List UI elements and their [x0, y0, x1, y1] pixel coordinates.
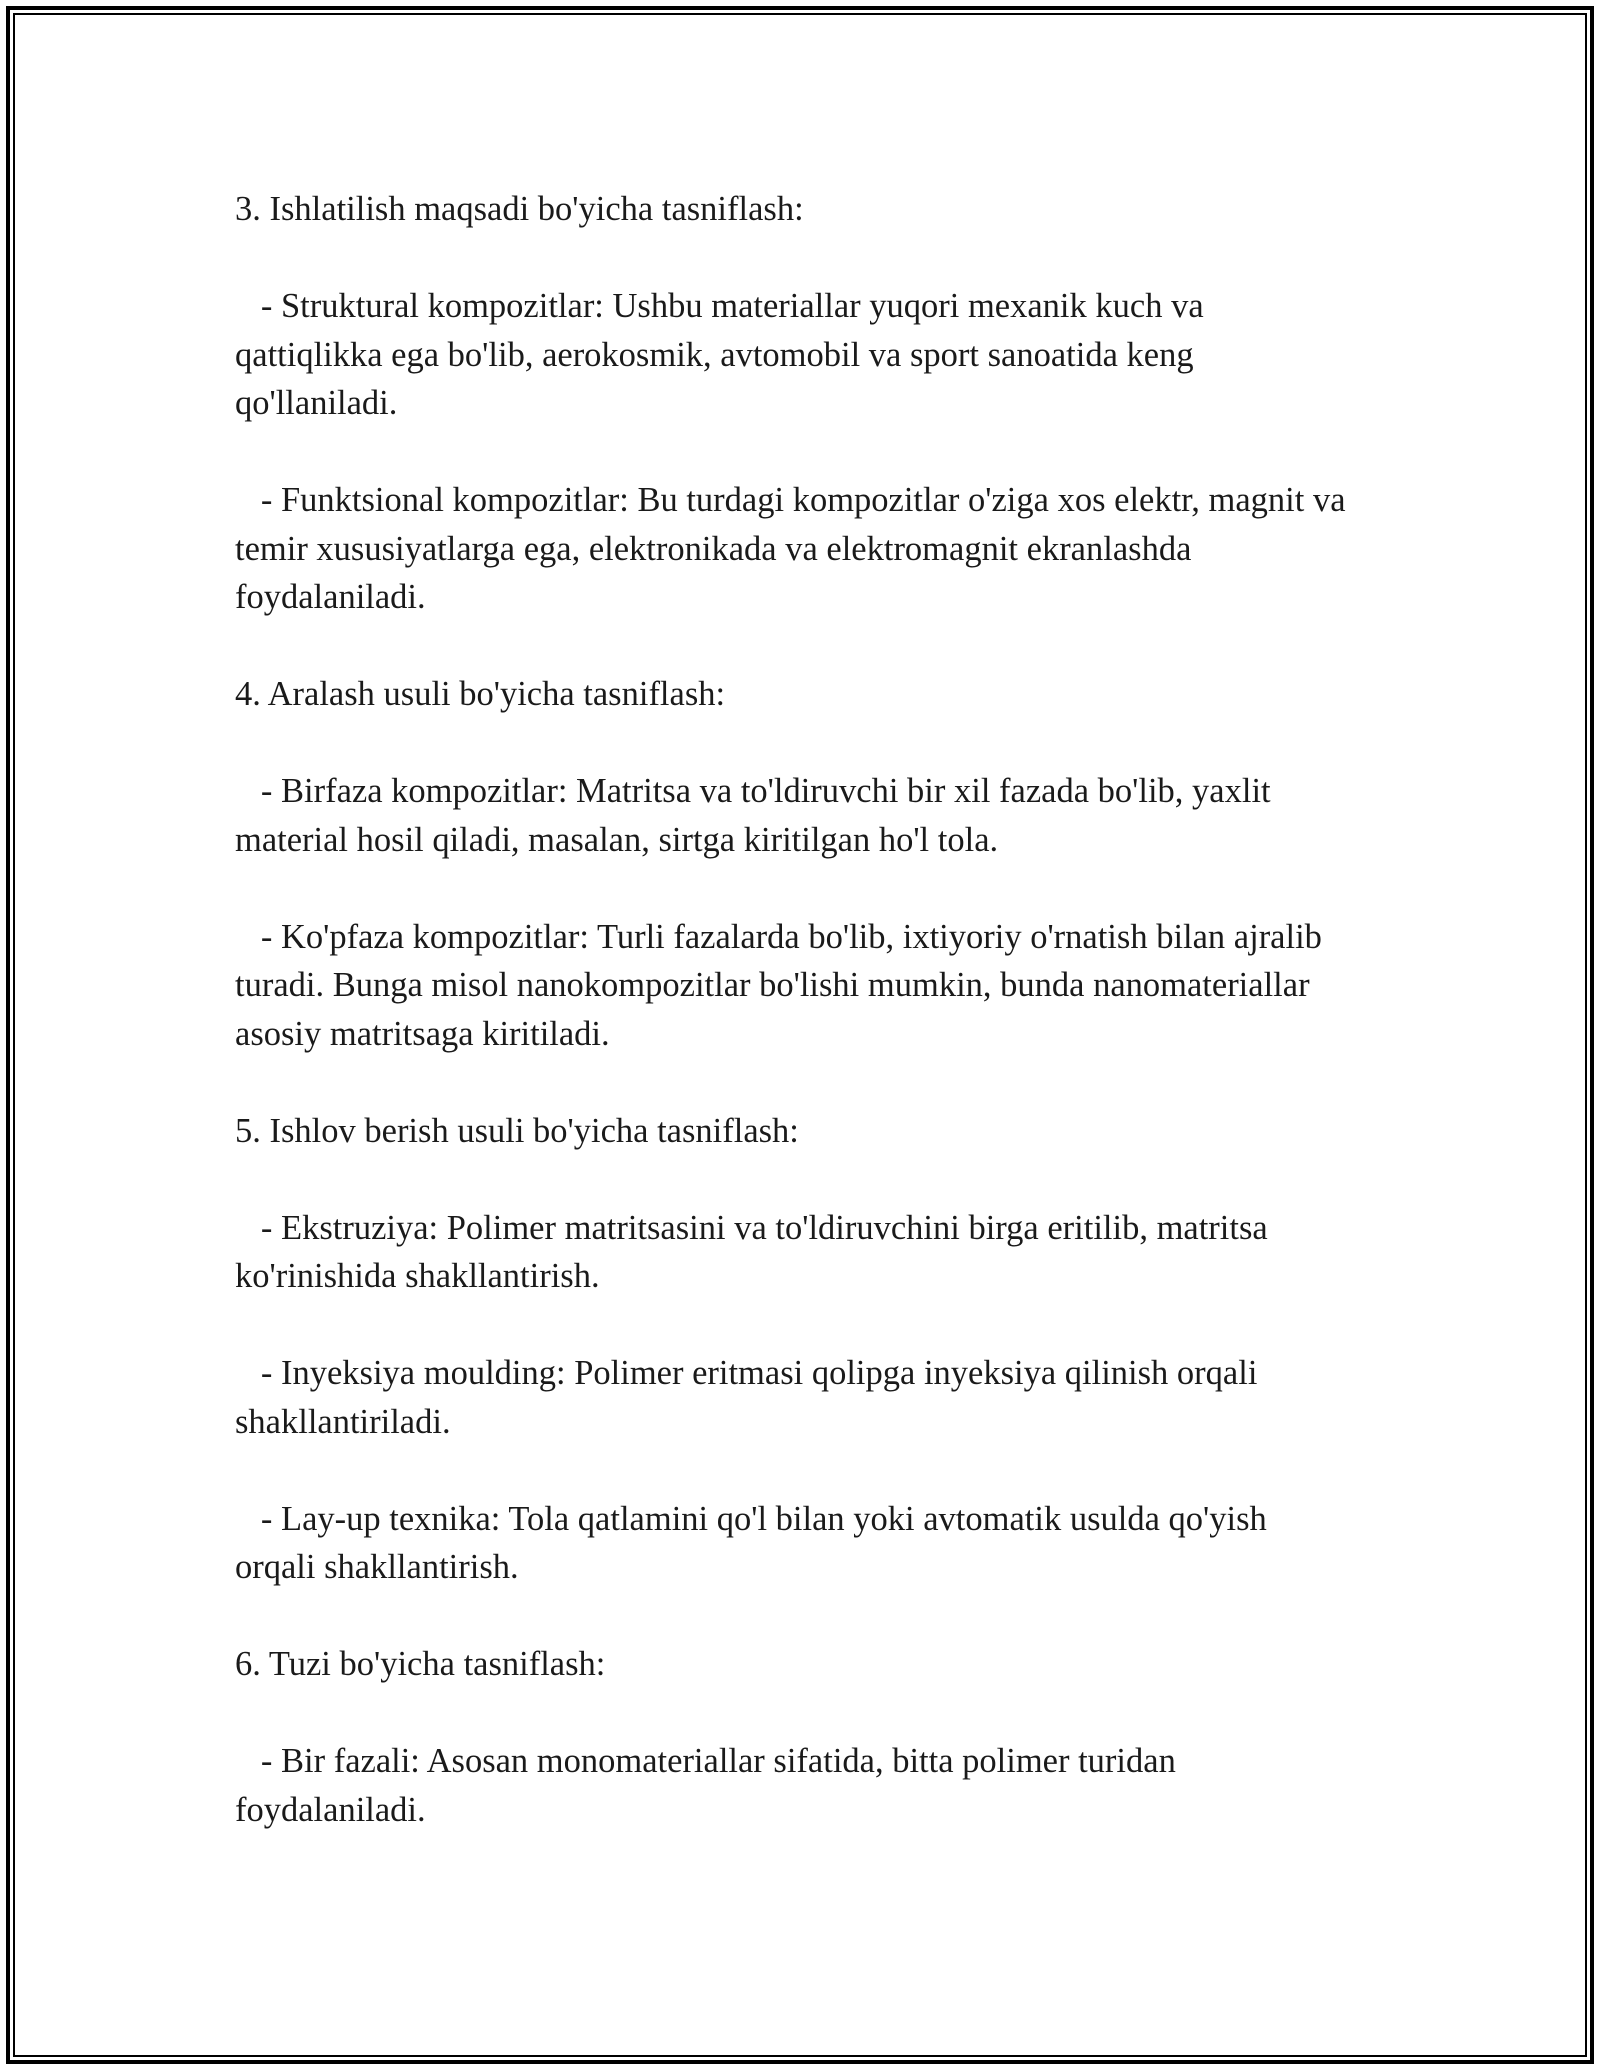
section-heading: 6. Tuzi bo'yicha tasniflash: [235, 1645, 606, 1683]
list-item: - Funktsional kompozitlar: Bu turdagi kompozitlar o'ziga xos elektr, magnit va temir xususiyatlarga ega, elektronikada va elektromagnit ekranlashda foydalaniladi. [235, 481, 1355, 616]
list-item: - Lay-up texnika: Tola qatlamini qo'l bilan yoki avtomatik usulda qo'yish orqali shakllantirish. [235, 1499, 1276, 1586]
list-item: - Bir fazali: Asosan monomateriallar sifatida, bitta polimer turidan foydalaniladi. [235, 1742, 1185, 1829]
list-item: - Struktural kompozitlar: Ushbu materiallar yuqori mexanik kuch va qattiqlikka ega bo'lib, aerokosmik, avtomobil va sport sanoatida keng qo'llaniladi. [235, 287, 1213, 422]
document-body [235, 185, 1355, 1834]
section-heading: 4. Aralash usuli bo'yicha tasniflash: [235, 675, 726, 713]
list-item: - Ko'pfaza kompozitlar: Turli fazalarda bo'lib, ixtiyoriy o'rnatish bilan ajralib turadi. Bunga misol nanokompozitlar bo'lishi mumkin, bunda nanomateriallar asosiy matritsaga kiritiladi. [235, 917, 1331, 1053]
list-item: - Birfaza kompozitlar: Matritsa va to'ldiruvchi bir xil fazada bo'lib, yaxlit material hosil qiladi, masalan, sirtga kiritilgan ho'l tola. [235, 772, 1280, 859]
section-heading: 3. Ishlatilish maqsadi bo'yicha tasniflash: [235, 190, 804, 228]
list-item: - Ekstruziya: Polimer matritsasini va to'ldiruvchini birga eritilib, matritsa ko'rinishida shakllantirish. [235, 1208, 1277, 1295]
list-item: - Inyeksiya moulding: Polimer eritmasi qolipga inyeksiya qilinish orqali shakllantiriladi. [235, 1354, 1267, 1441]
section-heading: 5. Ishlov berish usuli bo'yicha tasniflash: [235, 1111, 799, 1150]
